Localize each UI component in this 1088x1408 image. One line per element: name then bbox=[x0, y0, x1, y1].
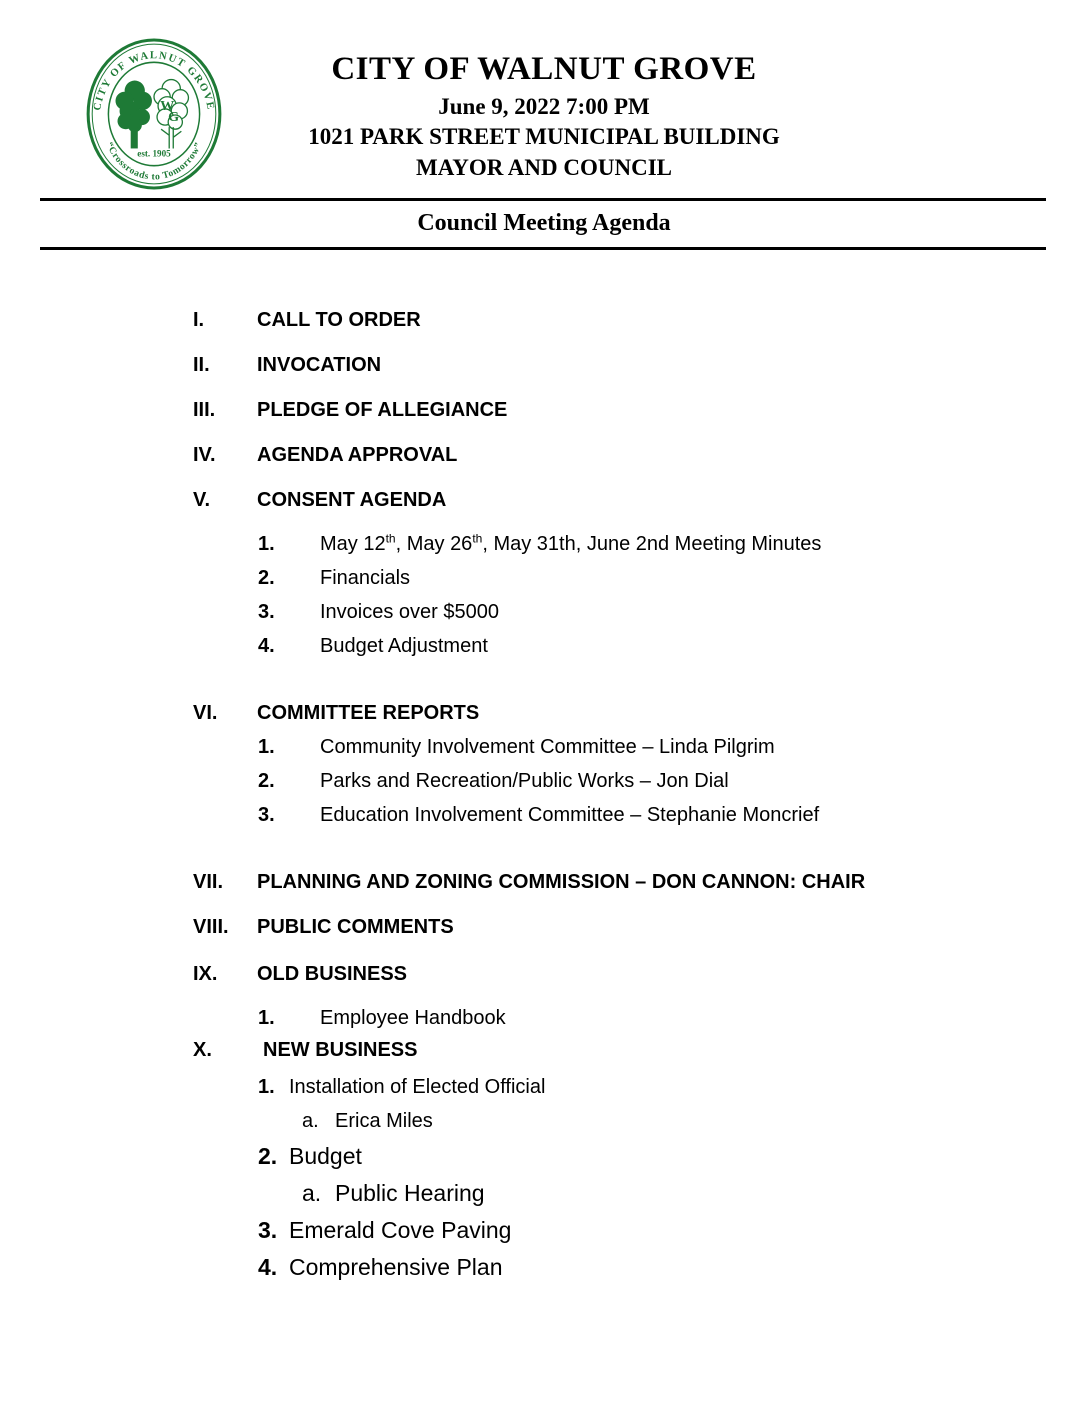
section-title: PLANNING AND ZONING COMMISSION – DON CANNON: CHAIR bbox=[257, 871, 866, 893]
item-number: 2. bbox=[258, 770, 275, 792]
item-text bbox=[320, 533, 821, 556]
seal-est-text: est. 1905 bbox=[137, 148, 171, 159]
subitem-text: Public Hearing bbox=[335, 1180, 485, 1207]
superscript: th bbox=[472, 531, 483, 546]
consent-item-meeting-minutes bbox=[258, 533, 1088, 556]
agenda-section-committee-reports bbox=[193, 702, 1088, 725]
new-business-item-installation bbox=[258, 1076, 1088, 1099]
item-number: 3. bbox=[258, 1216, 278, 1243]
item-number: 1. bbox=[258, 1007, 275, 1029]
consent-item-budget-adjustment bbox=[258, 635, 1088, 658]
item-text: Installation of Elected Official bbox=[289, 1076, 546, 1098]
item-text: Parks and Recreation/Public Works – Jon Dial bbox=[320, 770, 729, 792]
new-business-item-budget bbox=[258, 1143, 1088, 1169]
item-text-part: , May 26 bbox=[395, 533, 473, 555]
section-numeral: VI. bbox=[193, 702, 218, 724]
committee-item-parks bbox=[258, 770, 1088, 793]
agenda-section-public-comments bbox=[193, 916, 1088, 939]
agenda-section-call-to-order bbox=[193, 309, 1088, 332]
item-number: 1. bbox=[258, 533, 275, 555]
section-title: PUBLIC COMMENTS bbox=[257, 916, 454, 938]
item-text: Budget bbox=[289, 1143, 362, 1169]
item-text: Invoices over $5000 bbox=[320, 601, 500, 623]
item-text: Employee Handbook bbox=[320, 1007, 506, 1029]
agenda-section-consent-agenda bbox=[193, 489, 1088, 512]
superscript: th bbox=[385, 531, 396, 546]
item-number: 1. bbox=[258, 1076, 275, 1098]
section-numeral: I. bbox=[193, 309, 205, 331]
item-text: Financials bbox=[320, 567, 411, 589]
item-number: 2. bbox=[258, 1143, 278, 1169]
section-title: PLEDGE OF ALLEGIANCE bbox=[257, 399, 508, 421]
item-text: Budget Adjustment bbox=[320, 635, 488, 657]
committee-item-community bbox=[258, 736, 1088, 759]
seal-ring-top-text: CITY OF WALNUT GROVE bbox=[92, 50, 216, 112]
new-business-subitem-public-hearing bbox=[302, 1180, 1088, 1206]
agenda-list bbox=[0, 250, 1088, 1281]
item-text: Comprehensive Plan bbox=[289, 1254, 503, 1281]
item-text-part: May 12 bbox=[320, 533, 386, 555]
committee-item-education bbox=[258, 804, 1088, 827]
agenda-section-invocation bbox=[193, 354, 1088, 377]
section-title: COMMITTEE REPORTS bbox=[257, 702, 480, 724]
item-number: 3. bbox=[258, 804, 275, 826]
section-title: OLD BUSINESS bbox=[257, 963, 408, 985]
new-business-subitem-erica-miles bbox=[302, 1110, 1088, 1133]
new-business-item-comprehensive-plan bbox=[258, 1254, 1088, 1280]
section-numeral: VII. bbox=[193, 871, 224, 893]
section-numeral: X. bbox=[193, 1039, 212, 1061]
city-title: CITY OF WALNUT GROVE bbox=[331, 51, 757, 87]
agenda-section-planning-zoning bbox=[193, 871, 1088, 894]
item-text-part: , May 31th, June 2nd Meeting Minutes bbox=[482, 533, 822, 555]
subitem-letter: a. bbox=[302, 1180, 322, 1207]
meeting-body: MAYOR AND COUNCIL bbox=[416, 154, 672, 180]
section-numeral: III. bbox=[193, 399, 216, 421]
item-text: Community Involvement Committee – Linda Pilgrim bbox=[320, 736, 775, 758]
item-number: 3. bbox=[258, 601, 275, 623]
section-numeral: IV. bbox=[193, 444, 216, 466]
item-number: 4. bbox=[258, 635, 275, 657]
meeting-datetime: June 9, 2022 7:00 PM bbox=[438, 93, 650, 119]
subitem-letter: a. bbox=[302, 1110, 319, 1132]
meeting-address: 1021 PARK STREET MUNICIPAL BUILDING bbox=[308, 124, 780, 150]
seal-monogram-w: W bbox=[160, 97, 175, 114]
item-number: 4. bbox=[258, 1254, 278, 1281]
item-number: 1. bbox=[258, 736, 275, 758]
section-numeral: IX. bbox=[193, 963, 218, 985]
consent-item-invoices bbox=[258, 601, 1088, 624]
new-business-item-emerald-cove bbox=[258, 1217, 1088, 1243]
section-title: INVOCATION bbox=[257, 354, 382, 376]
section-title: NEW BUSINESS bbox=[263, 1039, 418, 1061]
item-text: Education Involvement Committee – Stephanie Moncrief bbox=[320, 804, 820, 826]
section-numeral: V. bbox=[193, 489, 211, 511]
agenda-section-pledge bbox=[193, 399, 1088, 422]
seal-monogram-g: G bbox=[168, 109, 180, 126]
agenda-section-agenda-approval bbox=[193, 444, 1088, 467]
seal-ring-bottom-text: “Crossroads to Tomorrow” bbox=[103, 140, 205, 183]
section-numeral: VIII. bbox=[193, 916, 229, 938]
section-title: CALL TO ORDER bbox=[257, 309, 421, 331]
section-title: AGENDA APPROVAL bbox=[257, 444, 458, 466]
section-numeral: II. bbox=[193, 354, 210, 376]
consent-item-financials bbox=[258, 567, 1088, 590]
item-text: Emerald Cove Paving bbox=[289, 1216, 512, 1243]
agenda-section-old-business bbox=[193, 963, 1088, 986]
item-number: 2. bbox=[258, 567, 275, 589]
agenda-section-new-business bbox=[193, 1039, 1088, 1062]
subitem-text: Erica Miles bbox=[335, 1110, 433, 1132]
header-text-block bbox=[0, 50, 1088, 181]
section-title: CONSENT AGENDA bbox=[257, 489, 447, 511]
old-business-item-handbook bbox=[258, 1007, 1088, 1030]
document-header bbox=[0, 0, 1088, 198]
document-title: Council Meeting Agenda bbox=[417, 210, 671, 236]
